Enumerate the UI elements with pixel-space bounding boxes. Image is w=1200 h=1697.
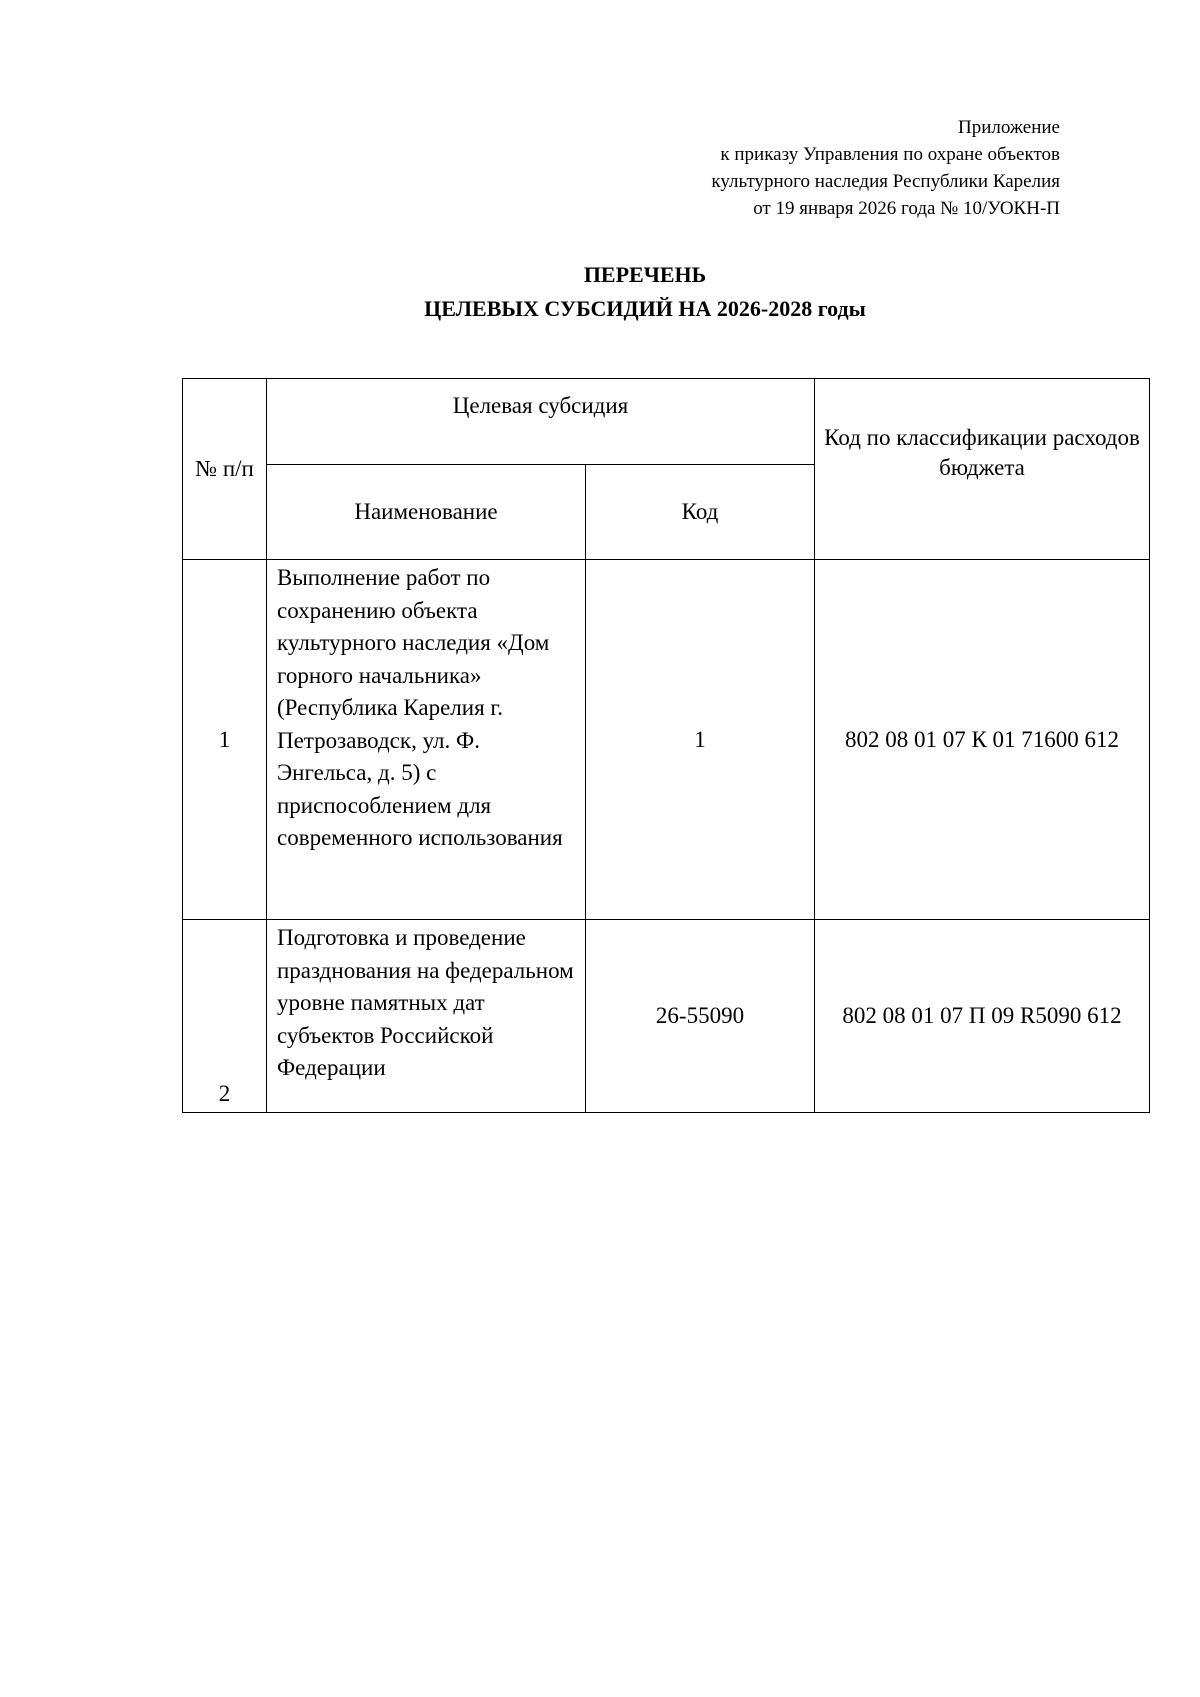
header-num: [183, 379, 267, 560]
header-num-label: № п/п: [195, 456, 254, 481]
row-kbk: 802 08 01 07 П 09 R5090 612: [815, 920, 1150, 1113]
document-title: [0, 258, 1200, 326]
title-line: ПЕРЕЧЕНЬ: [583, 262, 707, 287]
appendix-line: культурного наследия Республики Карелия: [711, 171, 1060, 192]
table-header-row: [183, 379, 1150, 465]
appendix-header: [540, 114, 1060, 222]
row-name: Подготовка и проведение празднования на федеральном уровне памятных дат субъектов Российской Федерации: [267, 920, 586, 1113]
appendix-line: к приказу Управления по охране объектов: [720, 144, 1060, 165]
header-subsidy: [267, 379, 815, 465]
appendix-line: Приложение: [958, 117, 1060, 138]
header-subsidy-label: Целевая субсидия: [452, 392, 629, 418]
subsidies-table: [182, 378, 1150, 1113]
header-name: [267, 465, 586, 560]
row-code: 26-55090: [586, 920, 815, 1113]
header-kbk-label: Код по классификации расходов бюджета: [824, 425, 1140, 480]
header-code-label: Код: [681, 499, 719, 524]
row-name: Выполнение работ по сохранению объекта культурного наследия «Дом горного начальника» (Республика Карелия г. Петрозаводск, ул. Ф. Энгельса, д. 5) с приспособлением для современного использования: [267, 560, 586, 920]
header-kbk: [815, 379, 1150, 560]
row-num: 2: [183, 920, 267, 1113]
table-row: [183, 920, 1150, 1113]
header-name-label: Наименование: [354, 499, 498, 524]
row-kbk: 802 08 01 07 К 01 71600 612: [815, 560, 1150, 920]
row-code: 1: [586, 560, 815, 920]
header-code: [586, 465, 815, 560]
appendix-line: от 19 января 2026 года № 10/УОКН-П: [753, 198, 1060, 219]
table-row: [183, 560, 1150, 920]
title-line: ЦЕЛЕВЫХ СУБСИДИЙ НА 2026-2028 годы: [424, 296, 866, 321]
row-num: 1: [183, 560, 267, 920]
